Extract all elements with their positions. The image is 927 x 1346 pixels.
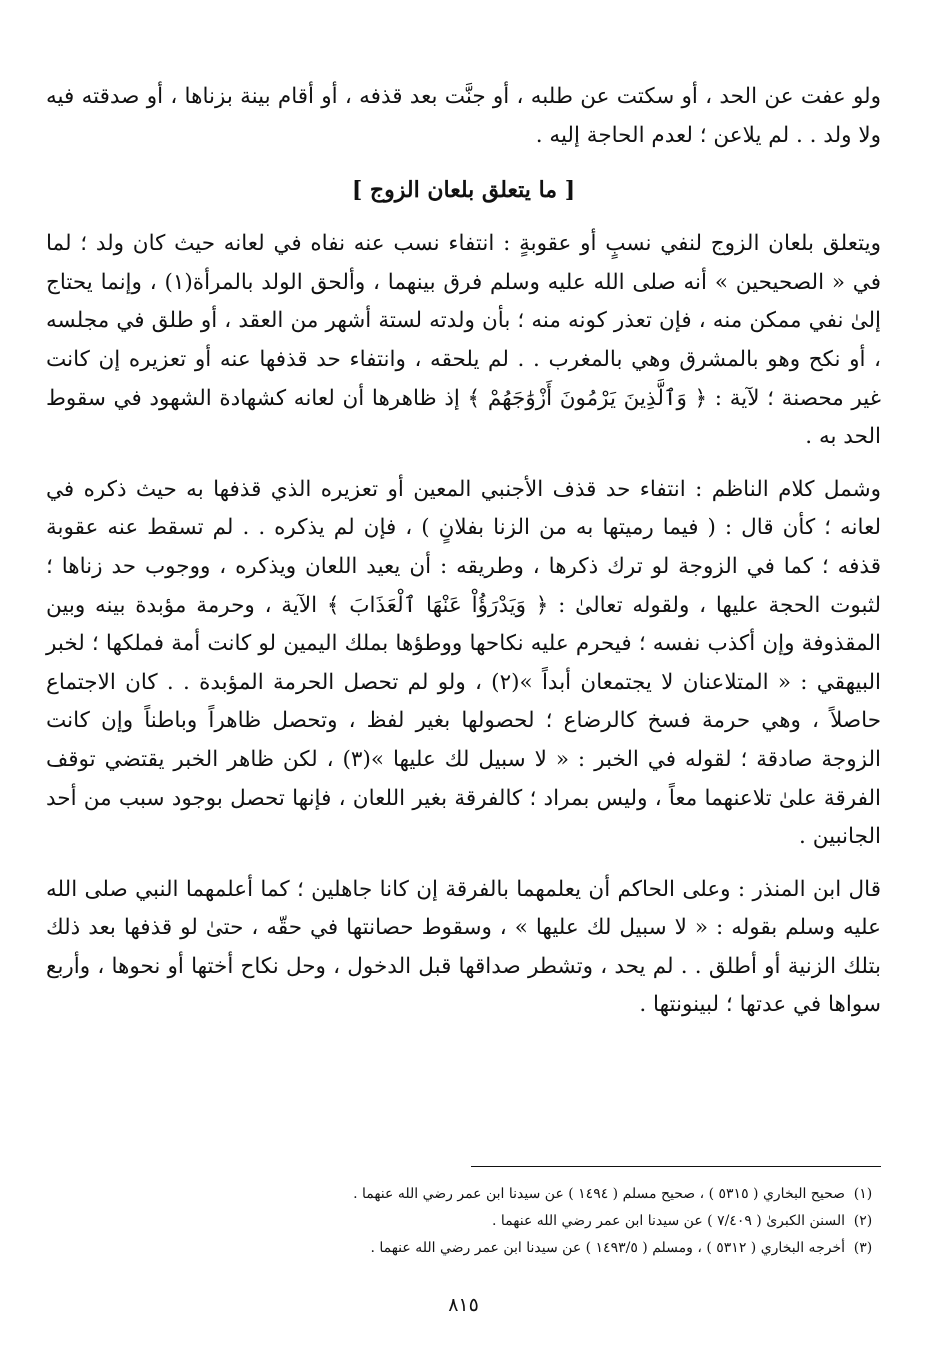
paragraph-1: ولو عفت عن الحد ، أو سكتت عن طلبه ، أو جنَّت بعد قذفه ، أو أقام بينة بزناها ، أو صدقته فيه ولا ولد . . لم يلاعن ؛ لعدم الحاجة إليه . [46, 84, 881, 148]
footnote-2 [46, 1208, 881, 1235]
main-text [46, 78, 881, 1025]
footnote-number: (١) [853, 1186, 873, 1202]
footnote-divider [471, 1166, 881, 1167]
paragraph-4: قال ابن المنذر : وعلى الحاكم أن يعلمهما بالفرقة إن كانا جاهلين ؛ كما أعلمهما النبي صلى الله عليه وسلم بقوله : « لا سبيل لك عليها » ، وسقوط حصانتها في حقّه ، حتىٰ لو قذفها بعد ذلك بتلك الزنية أو أطلق . . لم يحد ، وتشطر صداقها قبل الدخول ، وحل نكاح أختها أو نحوها ، وأربع سواها في عدتها ؛ لبينونتها . [46, 876, 881, 1018]
footnotes-section [46, 1166, 881, 1262]
footnote-text: صحيح البخاري ( ٥٣١٥ ) ، صحيح مسلم ( ١٤٩٤ ) عن سيدنا ابن عمر رضي الله عنهما . [353, 1186, 845, 1202]
section-heading: [ ما يتعلق بلعان الزوج ] [351, 177, 576, 204]
footnote-number: (٢) [853, 1213, 873, 1229]
footnote-3 [46, 1235, 881, 1262]
footnote-number: (٣) [853, 1240, 873, 1256]
page-number: ٨١٥ [448, 1294, 479, 1316]
paragraph-2: ويتعلق بلعان الزوج لنفي نسبٍ أو عقوبةٍ : انتفاء نسب عنه نفاه في لعانه حيث كان ولد ؛ لما في « الصحيحين » أنه صلى الله عليه وسلم فرق بينهما ، وألحق الولد بالمرأة(١) ، وإنما يحتاج إلىٰ نفي ممكن منه ، فإن تعذر كونه منه ؛ بأن ولدته لستة أشهر من العقد ، أو طلق في مجلسه ، أو نكح وهو بالمشرق وهي بالمغرب . . لم يلحقه ، وانتفاء حد قذفها عنه أو تعزيره إن كانت غير محصنة ؛ لآية : ﴿ وَٱلَّذِينَ يَرْمُونَ أَزْوَٰجَهُمْ ﴾ إذ ظاهرها أن لعانه كشهادة الشهود في سقوط الحد به . [46, 231, 882, 450]
footnote-text: السنن الكبرىٰ ( ٧/٤٠٩ ) عن سيدنا ابن عمر رضي الله عنهما . [492, 1213, 845, 1229]
footnote-text: أخرجه البخاري ( ٥٣١٢ ) ، ومسلم ( ١٤٩٣/٥ ) عن سيدنا ابن عمر رضي الله عنهما . [370, 1240, 845, 1256]
paragraph-3: وشمل كلام الناظم : انتفاء حد قذف الأجنبي المعين أو تعزيره الذي قذفها به حيث ذكره في لعانه ؛ كأن قال : ( فيما رميتها به من الزنا بفلانٍ ) ، فإن لم يذكره . . لم تسقط عنه عقوبة قذفه ؛ كما في الزوجة لو ترك ذكرها ، وطريقه : أن يعيد اللعان ويذكره ، ووجوب حد زناها ؛ لثبوت الحجة عليها ، ولقوله تعالىٰ : ﴿ وَيَدْرَؤُاْ عَنْهَا ٱلْعَذَابَ ﴾ الآية ، وحرمة مؤبدة بينه وبين المقذوفة وإن أكذب نفسه ؛ فيحرم عليه نكاحها ووطؤها بملك اليمين لو كانت أمة فملكها ؛ لخبر البيهقي : « المتلاعنان لا يجتمعان أبداً »(٢) ، ولو لم تحصل الحرمة المؤبدة . . كان الاجتماع حاصلاً ، وهي حرمة فسخ كالرضاع ؛ لحصولها بغير لفظ ، وتحصل ظاهراً وباطناً وإن كانت الزوجة صادقة ؛ لقوله في الخبر : « لا سبيل لك عليها »(٣) ، لكن ظاهر الخبر يقتضي توقف الفرقة علىٰ تلاعنهما معاً ، وليس بمراد ؛ كالفرقة بغير اللعان ، فإنها تحصل بوجود سبب من أحد الجانبين . [46, 476, 881, 850]
footnote-1 [46, 1181, 881, 1208]
